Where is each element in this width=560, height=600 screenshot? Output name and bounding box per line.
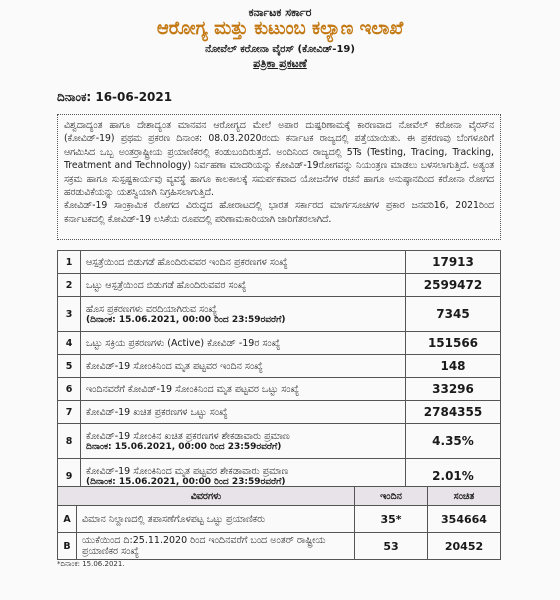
- intro-paragraph-1: ವಿಶ್ವದಾದ್ಯಂತ ಹಾಗೂ ದೇಶಾದ್ಯಂತ ಮಾನವನ ಆರೋಗ್ಯದ ಮೇಲೆ ಅಪಾರ ದುಷ್ಪರಿಣಾಮಕ್ಕೆ ಕಾರಣವಾದ ನೋವೆಲ್ ಕರೋನಾ ವೈರಸ್‌ನ (ಕೋವಿಡ್-19) ಪ್ರಥಮ ಪ್ರಕರಣ ದಿನಾಂಕ: 08.03.2020ರಂದು ಕರ್ನಾಟಕ ರಾಜ್ಯದಲ್ಲಿ ಪತ್ತೆಯಾಯಿತು. ಈ ಪ್ರಕರಣವು ಬೆಂಗಳೂರಿಗೆ ಆಗಮಿಸಿದ ಒಬ್ಬ ಅಂತರ್ರಾಷ್ಟ್ರೀಯ ಪ್ರಯಾಣಿಕರಲ್ಲಿ ಕಂಡುಬಂದಿರುತ್ತದೆ. ಅಂದಿನಿಂದ ರಾಜ್ಯದಲ್ಲಿ 5Ts (Testing, Tracing, Tracking, Treatment and Technology) ನಿರ್ವಹಣಾ ಮಾದರಿಯನ್ನು ಕೋವಿಡ್-19ರೋಗವನ್ನು ನಿಯಂತ್ರಣ ಮಾಡಲು ಬಳಸಲಾಗುತ್ತಿದೆ. ಅತ್ಯಂತ ಸಕ್ರಮ ಹಾಗೂ ಸುಸ್ಪಷ್ಟಕಾರ್ಯವು ವ್ಯವಸ್ಥೆ ಹಾಗೂ ಕಾಲಕಾಲಕ್ಕೆ ಸಮರ್ಪಕವಾದ ಯೋಜನೆಗಳ ರಚನೆ ಹಾಗೂ ಅನುಷ್ಠಾನದಿಂದ ಕರೋನಾ ರೋಗದ ಹರಡುವಿಕೆಯನ್ನು ಯಶಸ್ವಿಯಾಗಿ ನಿಗ್ರಹಿಸಲಾಗುತ್ತಿದೆ.: [64, 120, 494, 199]
- row-label-cell: [81, 297, 406, 332]
- table-row: [58, 355, 501, 378]
- row-today-value: 35*: [355, 506, 428, 533]
- row-number: 1: [58, 251, 81, 274]
- row-label-cell: [81, 424, 406, 459]
- row-value: 4.35%: [406, 424, 501, 459]
- government-heading: ಕರ್ನಾಟಕ ಸರ್ಕಾರ: [248, 6, 312, 19]
- table-row: [58, 401, 501, 424]
- row-sublabel: (ದಿನಾಂಕ: 15.06.2021, 00:00 ರಿಂದ 23:59ರವರೆಗೆ): [86, 314, 286, 325]
- row-key: A: [58, 506, 77, 533]
- row-number: 6: [58, 378, 81, 401]
- table-row: [58, 533, 501, 560]
- table-header-row: [58, 487, 501, 506]
- stats-table: [57, 250, 501, 494]
- intro-box: [57, 114, 501, 240]
- table-row: [58, 424, 501, 459]
- row-value: 151566: [406, 332, 501, 355]
- row-number: 5: [58, 355, 81, 378]
- table-row: [58, 274, 501, 297]
- row-value: 2.01%: [406, 459, 501, 494]
- virus-subtitle: ನೋವೆಲ್ ಕರೋನಾ ವೈರಸ್ (ಕೋವಿಡ್-19): [205, 44, 355, 55]
- row-label: ಒಟ್ಟು ಆಸ್ಪತ್ರೆಯಿಂದ ಬಿಡುಗಡೆ ಹೊಂದಿರುವವರ ಸಂಖ್ಯೆ: [81, 274, 406, 297]
- row-total-value: 354664: [428, 506, 501, 533]
- row-number: 9: [58, 459, 81, 494]
- row-label: ಕೋವಿಡ್-19 ಸೋಂಕಿನಿಂದ ಮೃತ ಪಟ್ಟವರ ಶೇಕಡಾವಾರು ಪ್ರಮಾಣ: [86, 465, 289, 477]
- table-row: [58, 378, 501, 401]
- row-value: 33296: [406, 378, 501, 401]
- details-header: ವಿವರಗಳು: [58, 487, 355, 506]
- footnote: *ದಿನಾಂಕ: 15.06.2021.: [57, 560, 125, 568]
- row-label: ಯುಕೆಯಿಂದ ದಿ:25.11.2020 ರಿಂದ ಇಂದಿನವರೆಗೆ ಬಂದ ಅಂತರ್ ರಾಷ್ಟ್ರೀಯ ಪ್ರಯಾಣಿಕರ ಸಂಖ್ಯೆ: [77, 533, 355, 560]
- row-total-value: 20452: [428, 533, 501, 560]
- row-label: ಕೋವಿಡ್-19 ಸೋಂಕಿನ ಖಚಿತ ಪ್ರಕರಣಗಳ ಶೇಕಡಾವಾರು ಪ್ರಮಾಣ: [86, 430, 290, 442]
- intro-paragraph-2: ಕೋವಿಡ್-19 ಸಾಂಕ್ರಾಮಿಕ ರೋಗದ ವಿರುದ್ಧದ ಹೋರಾಟದಲ್ಲಿ ಭಾರತ ಸರ್ಕಾರದ ಮಾರ್ಗಸೂಚಿಗಳ ಪ್ರಕಾರ ಜನವರಿ16, 2021ರಿಂದ ಕರ್ನಾಟಕದಲ್ಲಿ ಕೋವಿಡ್-19 ಲಸಿಕೆಯ ರೂಪದಲ್ಲಿ ಪರಿಣಾಮಕಾರಿಯಾಗಿ ಜಾರಿಗೆತರಲಾಗಿದೆ.: [64, 200, 494, 225]
- row-sublabel: (ದಿನಾಂಕ: 15.06.2021, 00:00 ರಿಂದ 23:59ರವರೆಗೆ): [86, 476, 286, 487]
- press-release-title: ಪತ್ರಿಕಾ ಪ್ರಕಟಣೆ: [253, 57, 307, 70]
- travel-table: [57, 486, 501, 560]
- row-number: 3: [58, 297, 81, 332]
- row-label: ಇಂದಿನವರೆಗೆ ಕೋವಿಡ್-19 ಸೋಂಕಿನಿಂದ ಮೃತ ಪಟ್ಟವರ ಒಟ್ಟು ಸಂಖ್ಯೆ: [81, 378, 406, 401]
- release-date: ದಿನಾಂಕ: 16-06-2021: [57, 90, 173, 104]
- row-value: 17913: [406, 251, 501, 274]
- row-number: 8: [58, 424, 81, 459]
- table-row: [58, 506, 501, 533]
- row-number: 7: [58, 401, 81, 424]
- total-header: ಸಂಚಿತ: [428, 487, 501, 506]
- department-title: ಆರೋಗ್ಯ ಮತ್ತು ಕುಟುಂಬ ಕಲ್ಯಾಣ ಇಲಾಖೆ: [156, 18, 404, 39]
- row-label: ಹೊಸ ಪ್ರಕರಣಗಳು ವರದಿಯಾಗಿರುವ ಸಂಖ್ಯೆ: [86, 303, 217, 315]
- row-today-value: 53: [355, 533, 428, 560]
- row-label: ಕೋವಿಡ್-19 ಖಚಿತ ಪ್ರಕರಣಗಳ ಒಟ್ಟು ಸಂಖ್ಯೆ: [81, 401, 406, 424]
- row-label: ವಿಮಾನ ನಿಲ್ದಾಣದಲ್ಲಿ ತಪಾಸಣೆಗೊಳಪಟ್ಟ ಒಟ್ಟು ಪ್ರಯಾಣಿಕರು: [77, 506, 355, 533]
- row-value: 7345: [406, 297, 501, 332]
- table-row: [58, 332, 501, 355]
- today-header: ಇಂದಿನ: [355, 487, 428, 506]
- table-row: [58, 297, 501, 332]
- row-label: ಆಸ್ಪತ್ರೆಯಿಂದ ಬಿಡುಗಡೆ ಹೊಂದಿರುವವರ ಇಂದಿನ ಪ್ರಕರಣಗಳ ಸಂಖ್ಯೆ: [81, 251, 406, 274]
- row-key: B: [58, 533, 77, 560]
- row-number: 4: [58, 332, 81, 355]
- row-number: 2: [58, 274, 81, 297]
- row-sublabel: ದಿನಾಂಕ: 15.06.2021, 00:00 ರಿಂದ 23:59ರವರೆಗೆ): [86, 441, 282, 452]
- row-value: 148: [406, 355, 501, 378]
- row-value: 2784355: [406, 401, 501, 424]
- row-value: 2599472: [406, 274, 501, 297]
- row-label: ಒಟ್ಟು ಸಕ್ರಿಯ ಪ್ರಕರಣಗಳು (Active) ಕೋವಿಡ್ -19ರ ಸಂಖ್ಯೆ: [81, 332, 406, 355]
- row-label: ಕೋವಿಡ್-19 ಸೋಂಕಿನಿಂದ ಮೃತ ಪಟ್ಟವರ ಇಂದಿನ ಸಂಖ್ಯೆ: [81, 355, 406, 378]
- table-row: [58, 251, 501, 274]
